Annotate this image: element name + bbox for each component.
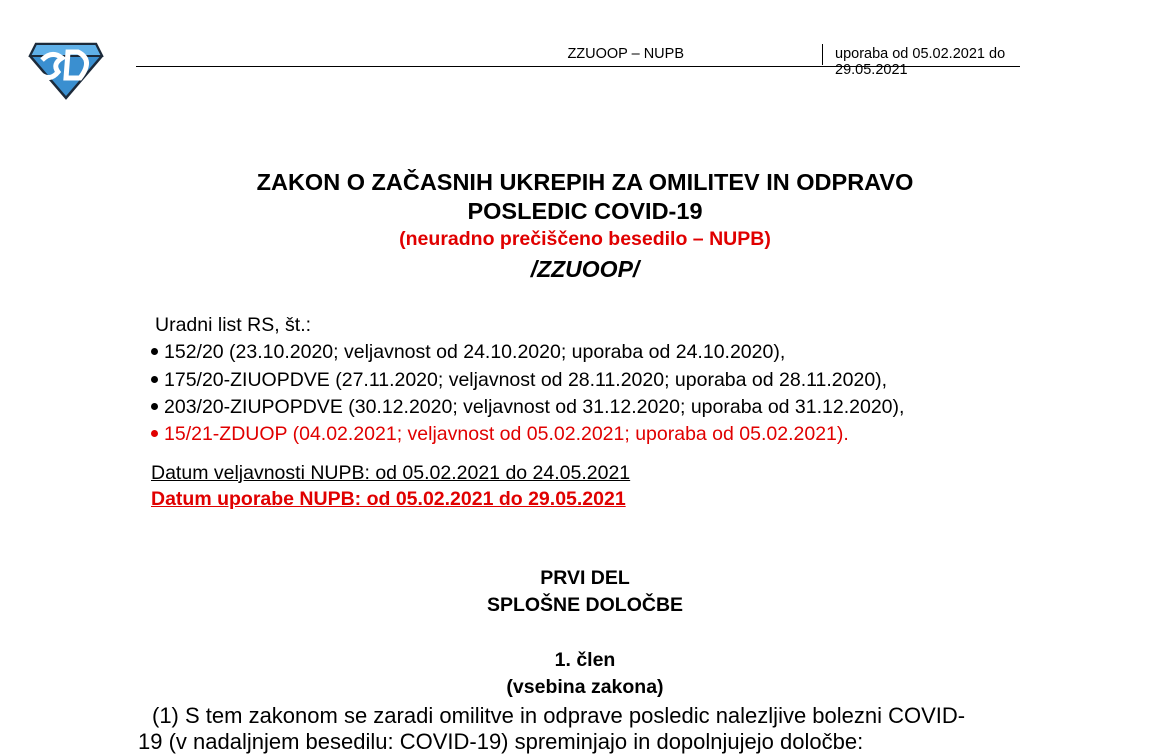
gazette-item: 203/20-ZIUPOPDVE (30.12.2020; veljavnost od 31.12.2020; uporaba od 31.12.2020), (151, 396, 904, 419)
gazette-item-latest: 15/21-ZDUOP (04.02.2021; veljavnost od 05.02.2021; uporaba od 05.02.2021). (151, 423, 849, 446)
gazette-item: 152/20 (23.10.2020; veljavnost od 24.10.2020; uporaba od 24.10.2020), (151, 341, 785, 364)
title-subtitle: (neuradno prečiščeno besedilo – NUPB) (399, 228, 771, 250)
title-abbreviation: /ZZUOOP/ (530, 256, 640, 282)
paragraph-line-2: 19 (v nadaljnjem besedilu: COVID-19) spreminjajo in dopolnjujejo določbe: (138, 729, 864, 754)
bullet-icon (151, 403, 158, 410)
title-line-1: ZAKON O ZAČASNIH UKREPIH ZA OMILITEV IN ODPRAVO (256, 169, 914, 195)
publisher-logo (28, 38, 104, 100)
article-name: (vsebina zakona) (506, 676, 664, 698)
bullet-icon (151, 376, 158, 383)
article-number: 1. člen (554, 649, 616, 671)
gazette-item: 175/20-ZIUOPDVE (27.11.2020; veljavnost od 28.11.2020; uporaba od 28.11.2020), (151, 369, 887, 392)
article-paragraph (138, 703, 1038, 755)
part-number: PRVI DEL (540, 567, 630, 589)
document-title (0, 168, 1157, 226)
bullet-icon (151, 348, 158, 355)
running-header (136, 44, 1020, 78)
gazette-label: Uradni list RS, št.: (155, 314, 312, 336)
usage-date: Datum uporabe NUPB: od 05.02.2021 do 29.05.2021 (151, 488, 626, 510)
paragraph-line-1: (1) S tem zakonom se zaradi omilitve in odprave posledic nalezljive bolezni COVID- (152, 703, 966, 728)
part-name: SPLOŠNE DOLOČBE (486, 594, 684, 616)
validity-date: Datum veljavnosti NUPB: od 05.02.2021 do 24.05.2021 (151, 462, 631, 484)
header-separator (822, 44, 823, 65)
header-doc-code: ZZUOOP – NUPB (567, 46, 684, 62)
title-line-2: POSLEDIC COVID-19 (467, 198, 703, 224)
bullet-icon (151, 430, 158, 437)
header-usage-period: uporaba od 05.02.2021 do 29.05.2021 (835, 46, 1006, 78)
